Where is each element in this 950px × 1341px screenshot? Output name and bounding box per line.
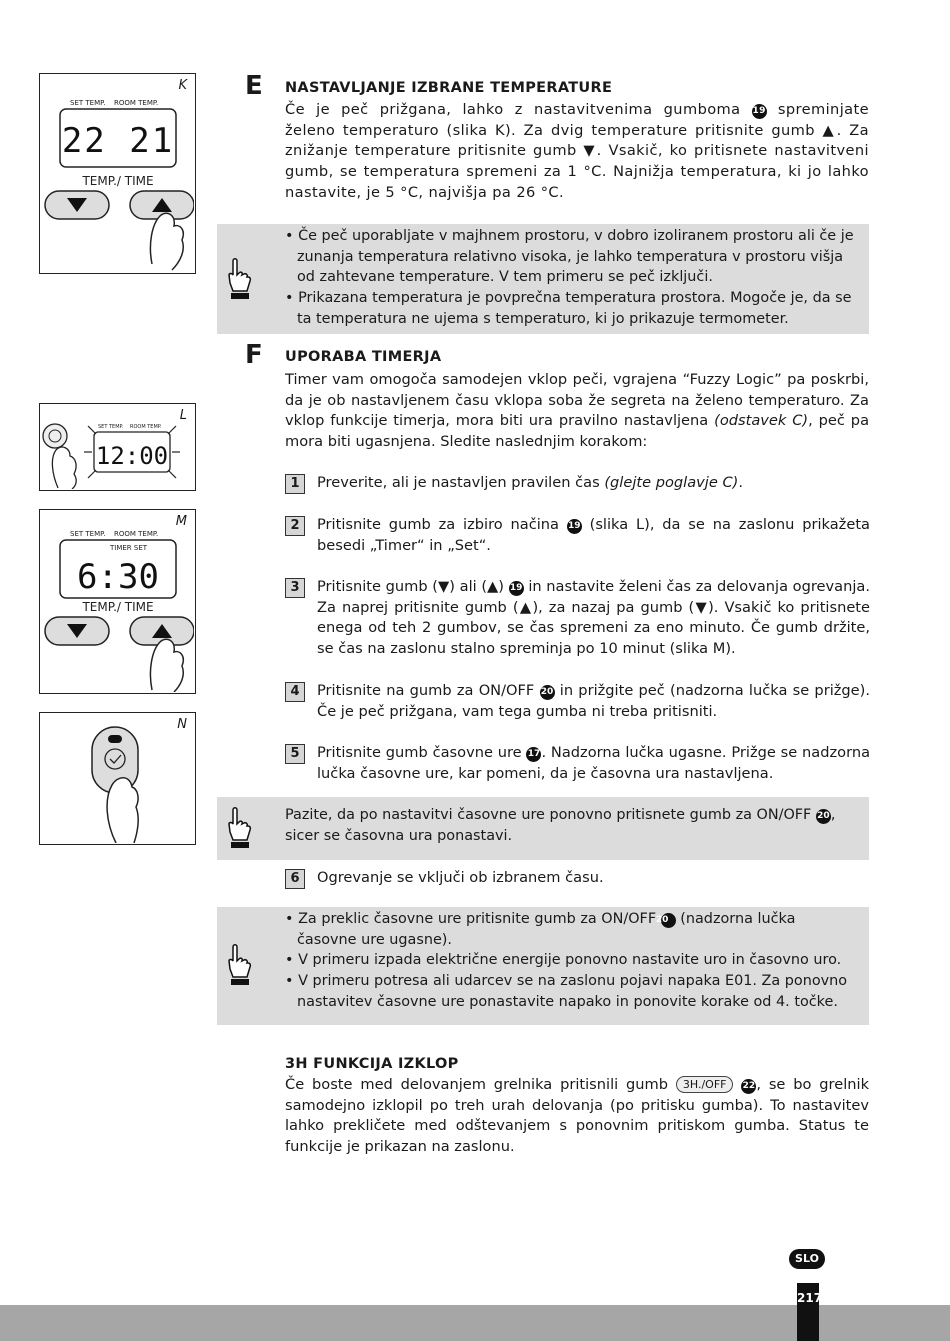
pointing-hand-icon [225,257,253,301]
section-3h-text: Če boste med delovanjem grelnika pritisnili gumb 3H./OFF 22, se bo grelnik samodejno izklopil po treh urah delovanja (po pritisku gumba). To nastavitev lahko prekličete med odštevanjem s ponovnim pritiskom gumba. Status te funkcije je prikazan na zaslonu. [285,1076,870,1156]
page-number: 217 [797,1283,819,1341]
step-6: 6 Ogrevanje se vključi ob izbranem času. [285,868,870,892]
step-4: 4 Pritisnite na gumb za ON/OFF 20 in prižgite peč (nadzorna lučka se prižge). Če je peč prižgana, vam tega gumba ni treba pritisniti. [285,681,870,725]
lcd-digits: 12:00 [95,442,169,470]
section-3h-heading: 3H FUNKCIJA IZKLOP [285,1056,459,1072]
section-f-heading: UPORABA TIMERJA [285,349,442,365]
section-e-heading: NASTAVLJANJE IZBRANE TEMPERATURE [285,80,613,96]
note-text: Pazite, da po nastavitvi časovne ure ponovno pritisnete gumb za ON/OFF 20, sicer se časovna ura ponastavi. [285,807,836,844]
step-3: 3 Pritisnite gumb (▼) ali (▲) 19 in nastavite želeni čas za delovanja ogrevanja. Za naprej pritisnite gumb (▲), za nazaj pa gumb (▼). Vsakič ko pritisnete enega od teh 2 gumbov, se čas spremeni za eno minuto. Če gumb držite, se čas na zaslonu stalno spreminja po 10 minut (slika M). [285,577,870,663]
button-label: TEMP./ TIME [82,600,154,614]
note-bullet: • Za preklic časovne ure pritisnite gumb za ON/OFF 20 (nadzorna lučka časovne ure ugasne). [285,911,796,948]
ref-badge: 20 [540,685,555,700]
ref-badge: 19 [509,581,524,596]
ref-badge: 19 [752,104,767,119]
step-number: 6 [285,869,305,889]
indicator-light [108,735,122,743]
section-f-text: Timer vam omogoča samodejen vklop peči, vgrajena “Fuzzy Logic” pa poskrbi, da je ob nastavljenem času vklopa soba že segreta na želeno temperaturo. Za vklop funkcije timerja, mora biti ura pravilno nastavljena (odstavek C), peč pa mora biti ugasnjena. Sledite naslednjim korakom: [285,371,870,451]
control-panel-illustration [40,74,194,272]
lcd-label-room-temp: ROOM TEMP. [114,99,159,107]
lcd-label-room-temp: ROOM TEMP. [130,424,162,430]
finger-icon [150,213,183,270]
3h-off-button-icon: 3H./OFF [676,1076,734,1093]
ref-badge: 22 [741,1079,756,1094]
figure-letter: K [178,78,187,93]
language-badge: SLO [789,1249,825,1269]
mode-button [43,424,67,448]
step-1: 1 Preverite, ali je nastavljen pravilen čas (glejte poglavje C). [285,473,870,497]
figure-l [39,403,196,491]
step-5: 5 Pritisnite gumb časovne ure 17. Nadzorna lučka ugasne. Prižge se nadzorna lučka časovne ure, kar pomeni, da je časovna ura nastavljena. [285,743,870,787]
section-e-text: Če je peč prižgana, lahko z nastavitvenima gumboma 19 spreminjate želeno temperaturo (slika K). Za dvig temperature pritisnite gumb ▲. Za znižanje temperature pritisnite gumb ▼. Vsakič, ko pritisnete nastavitveni gumb, se temperatura spremeni za 1 °C. Najnižja temperatura, ki jo lahko nastavite, je 5 °C, najvišja pa 26 °C. [285,101,869,201]
finger-icon [107,778,138,843]
note-box-2 [217,797,869,860]
figure-letter: L [179,408,187,423]
section-letter-f: F [245,340,263,370]
note-bullet: • Če peč uporabljate v majhnem prostoru, v dobro izoliranem prostoru ali če je zunanja temperatura relativno visoka, je lahko temperatura v prostoru višja od zahtevane temperature. V tem primeru se peč izključi. [285,228,854,286]
ref-badge: 20 [661,913,676,928]
step-number: 2 [285,516,305,536]
step-number: 3 [285,578,305,598]
ref-badge: 19 [567,519,582,534]
step-number: 5 [285,744,305,764]
lcd-label-timer-set: TIMER SET [110,544,148,552]
finger-icon [150,639,183,692]
lcd-label-set-temp: SET TEMP. [98,424,124,430]
pointing-hand-icon [225,943,253,987]
figure-k [39,73,196,274]
figure-letter: M [175,514,187,529]
clock-button-illustration [40,713,194,843]
lcd-label-set-temp: SET TEMP. [70,530,106,538]
note-bullet: • Prikazana temperatura je povprečna temperatura prostora. Mogoče je, da se ta temperatura ne ujema s temperaturo, ki jo prikazuje termometer. [285,290,852,327]
ref-badge: 20 [816,809,831,824]
button-label: TEMP./ TIME [82,174,154,188]
figure-letter: N [177,717,187,732]
figure-n [39,712,196,845]
finger-icon [52,447,76,489]
timer-display-illustration [40,404,194,489]
control-panel-illustration [40,510,194,692]
note-bullet: • V primeru izpada električne energije ponovno nastavite uro in časovno uro. [285,952,842,969]
step-2: 2 Pritisnite gumb za izbiro načina 19 (slika L), da se na zaslonu prikažeta besedi „Timer“ in „Set“. [285,515,870,559]
lcd-label-room-temp: ROOM TEMP. [114,530,159,538]
note-box-1 [217,224,869,334]
lcd-label-set-temp: SET TEMP. [70,99,106,107]
lcd-digits: 6:30 [77,557,159,597]
step-number: 1 [285,474,305,494]
figure-m [39,509,196,694]
pointing-hand-icon [225,806,253,850]
section-letter-e: E [245,71,263,101]
step-number: 4 [285,682,305,702]
note-bullet: • V primeru potresa ali udarcev se na zaslonu pojavi napaka E01. Za ponovno nastavitev časovne ure ponastavite napako in ponovite korake od 4. točke. [285,973,848,1010]
ref-badge: 17 [526,747,541,762]
note-box-3 [217,907,869,1025]
lcd-digits: 22 21 [61,121,175,161]
